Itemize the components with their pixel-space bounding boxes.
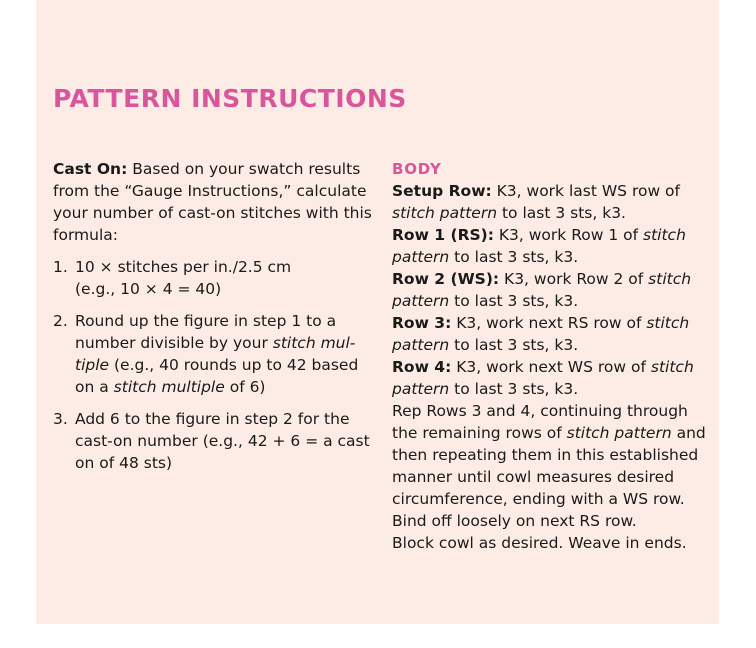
- row-instruction: [392, 356, 710, 400]
- row-text: to last 3 sts, k3.: [449, 248, 579, 266]
- row-label: Row 2 (WS):: [392, 270, 500, 288]
- row-text: K3, work next WS row of: [451, 358, 651, 376]
- rep-text: and then repeating them in this established manner until cowl measures desired circumference, ending with a WS row.: [392, 424, 706, 508]
- cast-on-intro: [53, 158, 373, 246]
- row-text: to last 3 sts, k3.: [497, 204, 626, 222]
- step-3: [53, 408, 373, 474]
- bind-off-instruction: Bind off loosely on next RS row.: [392, 512, 637, 530]
- row-em: stitch pattern: [392, 358, 694, 398]
- row-em: stitch pattern: [392, 226, 686, 266]
- step-number: 3.: [53, 410, 68, 428]
- row-label: Row 3:: [392, 314, 452, 332]
- step-2-em-a: stitch mul-tiple: [75, 334, 356, 374]
- step-1-line1: 10 × stitches per in./2.5 cm: [75, 258, 292, 276]
- page-panel: [36, 0, 719, 624]
- row-em: stitch pattern: [392, 270, 692, 310]
- repeat-instruction: [392, 400, 710, 510]
- row-text: K3, work next RS row of: [451, 314, 647, 332]
- row-label: Row 1 (RS):: [392, 226, 494, 244]
- cast-on-label: Cast On:: [53, 160, 128, 178]
- rep-text: Rep Rows 3 and 4, continuing through the remaining rows of: [392, 402, 688, 442]
- cast-on-text: Based on your swatch results from the “Gauge Instructions,” calculate your number of cast-on stitches with this formula:: [53, 160, 372, 244]
- step-2-em-b: stitch multiple: [113, 378, 225, 396]
- step-number: 2.: [53, 312, 68, 330]
- step-text: Add 6 to the figure in step 2 for the cast-on number (e.g., 42 + 6 = a cast on of 48 sts): [75, 410, 370, 472]
- step-2-text-b: (e.g., 40 rounds up to 42 based on a: [75, 356, 359, 396]
- row-em: stitch pattern: [392, 314, 690, 354]
- step-number: 1.: [53, 258, 68, 276]
- step-1-line2: (e.g., 10 × 4 = 40): [75, 280, 222, 298]
- step-text: [75, 256, 373, 300]
- row-text: to last 3 sts, k3.: [449, 380, 579, 398]
- step-1: [53, 256, 373, 300]
- row-text: K3, work last WS row of: [491, 182, 680, 200]
- step-2: [53, 310, 373, 398]
- row-label: Row 4:: [392, 358, 452, 376]
- rep-em: stitch pattern: [566, 424, 672, 442]
- body-column: [392, 158, 710, 554]
- row-em: stitch pattern: [392, 204, 498, 222]
- row-instruction: [392, 180, 710, 224]
- step-2-text-c: of 6): [224, 378, 266, 396]
- block-instruction: Block cowl as desired. Weave in ends.: [392, 534, 687, 552]
- body-heading: BODY: [392, 160, 442, 178]
- step-2-text-a: Round up the figure in step 1 to a number divisible by your: [75, 312, 337, 352]
- row-instruction: [392, 268, 710, 312]
- step-text: [75, 310, 373, 398]
- row-instruction: [392, 312, 710, 356]
- section-heading: PATTERN INSTRUCTIONS: [53, 84, 407, 113]
- row-instruction: [392, 224, 710, 268]
- row-text: to last 3 sts, k3.: [449, 336, 579, 354]
- row-text: to last 3 sts, k3.: [449, 292, 579, 310]
- cast-on-column: [53, 158, 373, 474]
- row-text: K3, work Row 1 of: [493, 226, 644, 244]
- row-text: K3, work Row 2 of: [499, 270, 649, 288]
- row-label: Setup Row:: [392, 182, 492, 200]
